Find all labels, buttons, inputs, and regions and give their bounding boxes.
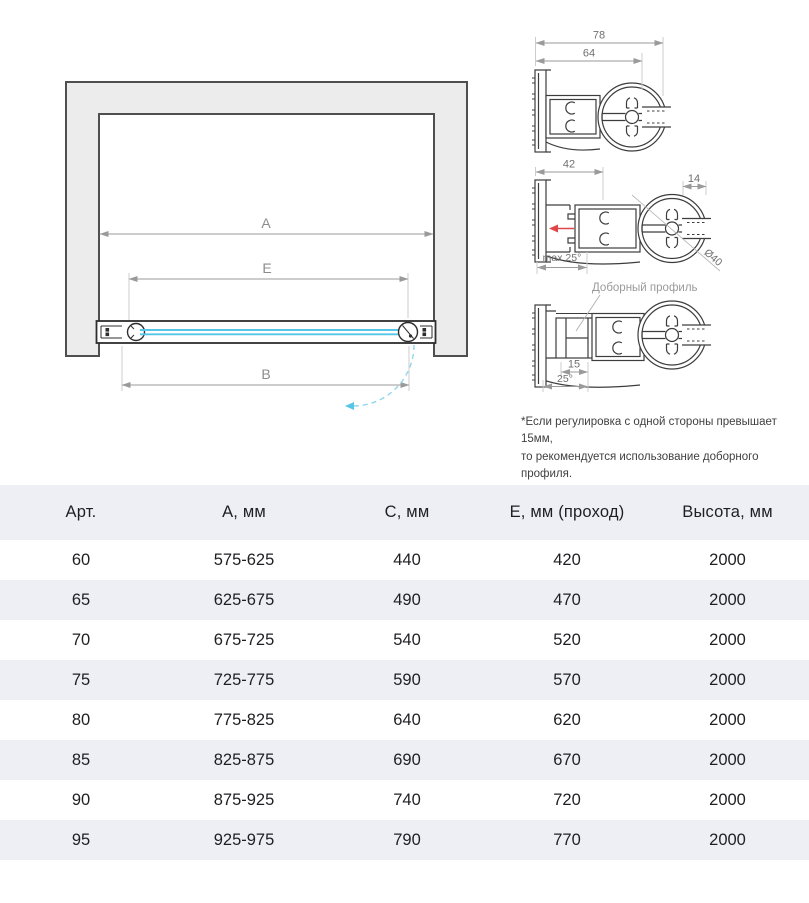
cell-e: 670 — [488, 740, 646, 780]
dimension-42-label: 42 — [562, 158, 576, 171]
cell-c: 640 — [326, 700, 488, 740]
cell-height: 2000 — [646, 580, 809, 620]
dimension-15-label: 15 — [567, 358, 581, 371]
column-header-c: С, мм — [326, 485, 488, 540]
spec-row — [0, 740, 809, 780]
dimension-78-label: 78 — [592, 29, 606, 42]
spec-row — [0, 700, 809, 740]
adjust-arrow-icon — [549, 225, 574, 233]
pivot-left — [128, 324, 145, 341]
dimension-a-label: A — [261, 215, 271, 231]
swing-arrow-icon — [345, 402, 354, 410]
spec-row — [0, 780, 809, 820]
column-header-a: А, мм — [162, 485, 326, 540]
dimension-b-label: B — [261, 366, 271, 382]
spec-row — [0, 580, 809, 620]
cell-e: 420 — [488, 540, 646, 580]
cell-art: 80 — [0, 700, 162, 740]
profile-section-top — [532, 30, 671, 153]
cell-art: 75 — [0, 660, 162, 700]
dimension-b — [122, 366, 409, 385]
profile-section-middle — [532, 159, 725, 275]
dimension-78 — [536, 30, 663, 44]
cell-e: 570 — [488, 660, 646, 700]
dimension-25deg-label: 25° — [557, 373, 573, 385]
cell-a: 825-875 — [162, 740, 326, 780]
cell-height: 2000 — [646, 820, 809, 860]
extension-profile-label: Доборный профиль — [592, 282, 698, 294]
dimension-25deg — [544, 373, 588, 387]
cell-e: 520 — [488, 620, 646, 660]
dimension-max-angle — [538, 252, 587, 268]
dimension-64 — [536, 48, 642, 62]
dimension-diameter-label: Ø40 — [701, 246, 725, 269]
cell-height: 2000 — [646, 540, 809, 580]
footnote-line-1: *Если регулировка с одной стороны превышает 15мм, — [521, 416, 777, 446]
spec-row — [0, 660, 809, 700]
cell-art: 60 — [0, 540, 162, 580]
cell-art: 65 — [0, 580, 162, 620]
column-header-e: Е, мм (проход) — [488, 485, 646, 540]
cell-a: 675-725 — [162, 620, 326, 660]
column-header-art: Арт. — [0, 485, 162, 540]
cell-height: 2000 — [646, 700, 809, 740]
spec-row — [0, 820, 809, 860]
cell-e: 620 — [488, 700, 646, 740]
cell-c: 490 — [326, 580, 488, 620]
spec-row — [0, 540, 809, 580]
spec-row — [0, 620, 809, 660]
column-header-height: Высота, мм — [646, 485, 809, 540]
cell-a: 625-675 — [162, 580, 326, 620]
cell-height: 2000 — [646, 780, 809, 820]
cell-a: 925-975 — [162, 820, 326, 860]
cell-c: 740 — [326, 780, 488, 820]
cell-height: 2000 — [646, 620, 809, 660]
footnote — [521, 414, 809, 483]
dimension-e — [129, 260, 408, 279]
profile-section-bottom — [532, 282, 711, 392]
dimension-e-label: E — [262, 260, 272, 276]
cell-art: 85 — [0, 740, 162, 780]
cell-a: 875-925 — [162, 780, 326, 820]
cell-a: 775-825 — [162, 700, 326, 740]
cell-c: 440 — [326, 540, 488, 580]
door-assembly — [97, 321, 436, 343]
size-table — [0, 485, 809, 860]
max-angle-label: max 25° — [542, 252, 582, 264]
footnote-line-2: то рекомендуется использование доборного профиля. — [521, 450, 759, 480]
cell-art: 90 — [0, 780, 162, 820]
door-swing-arc — [345, 345, 414, 410]
dimension-14 — [683, 173, 706, 187]
dimension-42 — [536, 159, 603, 173]
cell-a: 725-775 — [162, 660, 326, 700]
cell-e: 770 — [488, 820, 646, 860]
cell-c: 540 — [326, 620, 488, 660]
dimension-14-label: 14 — [687, 173, 701, 185]
cell-e: 720 — [488, 780, 646, 820]
dimension-a — [100, 215, 433, 234]
cell-height: 2000 — [646, 740, 809, 780]
table-header-row — [0, 485, 809, 540]
plan-view — [66, 82, 467, 410]
cell-c: 590 — [326, 660, 488, 700]
cell-art: 95 — [0, 820, 162, 860]
cell-e: 470 — [488, 580, 646, 620]
dimension-15 — [562, 359, 588, 373]
cell-c: 790 — [326, 820, 488, 860]
cell-height: 2000 — [646, 660, 809, 700]
dimension-64-label: 64 — [582, 47, 596, 60]
cell-c: 690 — [326, 740, 488, 780]
cell-a: 575-625 — [162, 540, 326, 580]
cell-art: 70 — [0, 620, 162, 660]
